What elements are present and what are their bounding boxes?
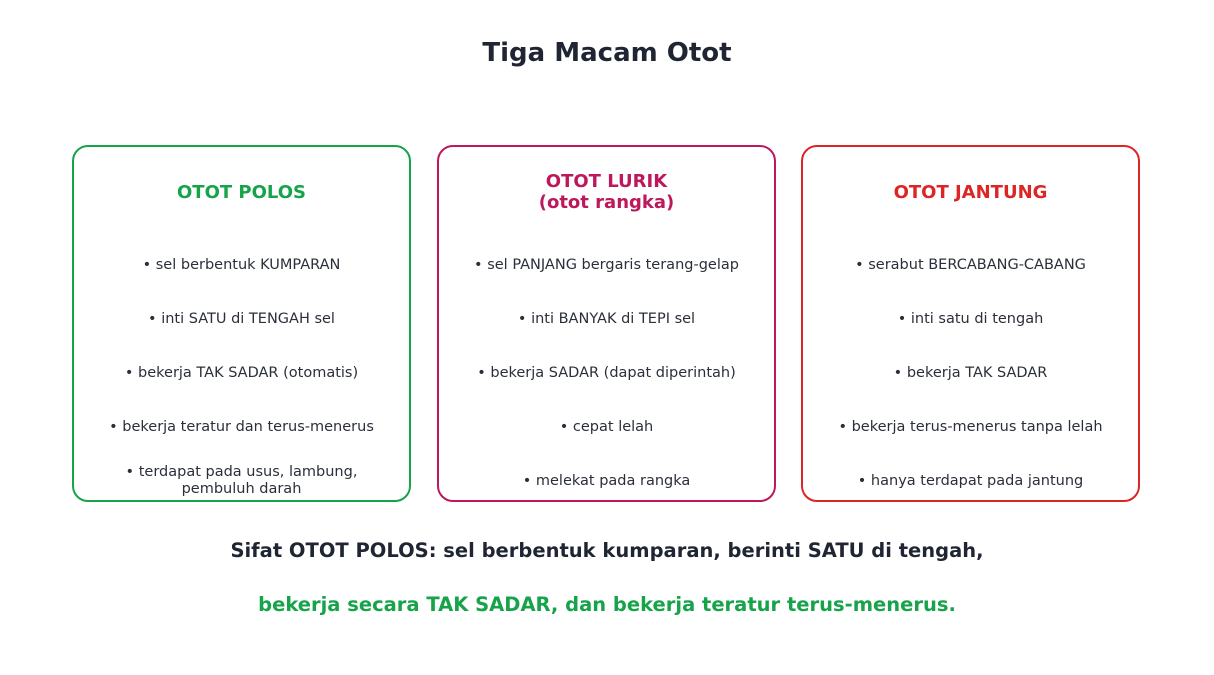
list-item: • bekerja TAK SADAR [893, 365, 1048, 381]
card-heading: OTOT JANTUNG [893, 182, 1048, 203]
card-heading-sub: (otot rangka) [538, 192, 675, 213]
list-item: • serabut BERCABANG-CABANG [855, 257, 1086, 273]
list-item: • inti SATU di TENGAH sel [148, 311, 335, 327]
summary-line-1: Sifat OTOT POLOS: sel berbentuk kumparan, berinti SATU di tengah, [230, 539, 984, 562]
list-item: • inti satu di tengah [897, 311, 1044, 327]
card-points [74, 147, 409, 500]
page-title: Tiga Macam Otot [482, 38, 732, 68]
card-otot-polos [72, 145, 411, 502]
list-item: • hanya terdapat pada jantung [857, 473, 1084, 489]
card-heading-main: OTOT LURIK [545, 171, 668, 192]
list-item: • sel berbentuk KUMPARAN [142, 257, 341, 273]
summary-line-2: bekerja secara TAK SADAR, dan bekerja teratur terus-menerus. [258, 593, 956, 616]
card-otot-jantung [801, 145, 1140, 502]
card-points [803, 147, 1138, 500]
list-item: • bekerja terus-menerus tanpa lelah [838, 419, 1103, 435]
list-item: • terdapat pada usus, lambung, pembuluh darah [125, 464, 358, 497]
list-item: • inti BANYAK di TEPI sel [517, 311, 696, 327]
list-item: • bekerja TAK SADAR (otomatis) [124, 365, 359, 381]
card-points [439, 147, 774, 500]
list-item: • melekat pada rangka [522, 473, 691, 489]
list-item: • bekerja SADAR (dapat diperintah) [477, 365, 736, 381]
card-otot-lurik [437, 145, 776, 502]
list-item: • cepat lelah [559, 419, 654, 435]
list-item: • sel PANJANG bergaris terang-gelap [474, 257, 739, 273]
list-item: • bekerja teratur dan terus-menerus [109, 419, 374, 435]
card-heading: OTOT POLOS [176, 182, 306, 203]
